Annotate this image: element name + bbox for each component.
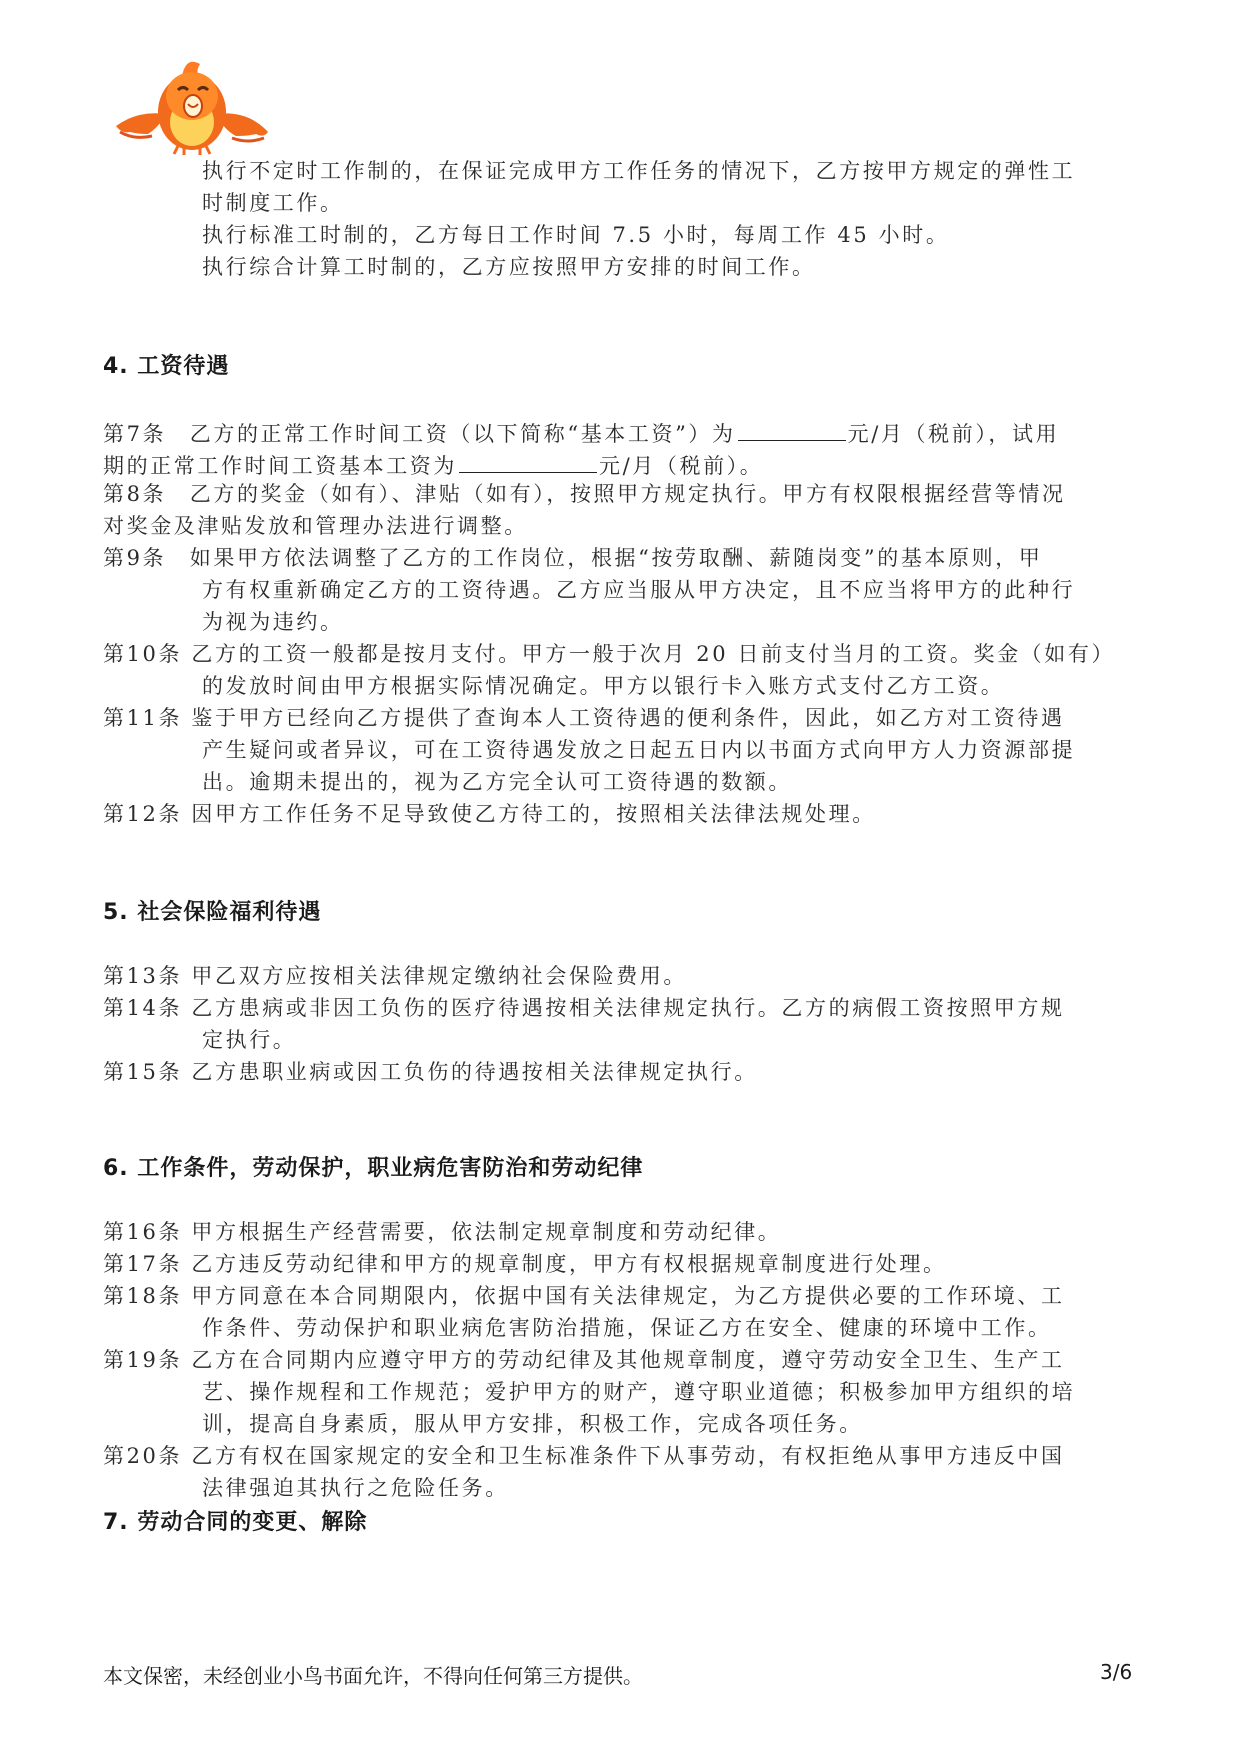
article-18-line-2: 作条件、劳动保护和职业病危害防治措施，保证乙方在安全、健康的环境中工作。 xyxy=(202,1316,1052,1340)
article-7-text-d: 元/月（税前）。 xyxy=(599,454,764,478)
article-11-line-3: 出。逾期未提出的，视为乙方完全认可工资待遇的数额。 xyxy=(202,770,792,794)
article-15-line-1: 第15条 乙方患职业病或因工负伤的待遇按相关法律规定执行。 xyxy=(103,1060,758,1084)
intro-line-4: 执行综合计算工时制的，乙方应按照甲方安排的时间工作。 xyxy=(202,255,816,279)
article-7-text-c: 期的正常工作时间工资基本工资为 xyxy=(103,454,457,478)
section-heading-4: 4. 工资待遇 xyxy=(103,354,230,379)
intro-line-1: 执行不定时工作制的，在保证完成甲方工作任务的情况下，乙方按甲方规定的弹性工 xyxy=(202,159,1076,183)
article-17-line-1: 第17条 乙方违反劳动纪律和甲方的规章制度，甲方有权根据规章制度进行处理。 xyxy=(103,1252,947,1276)
bird-logo-icon xyxy=(108,48,276,156)
article-19-line-1: 第19条 乙方在合同期内应遵守甲方的劳动纪律及其他规章制度，遵守劳动安全卫生、生产工 xyxy=(103,1348,1065,1372)
article-12-line-1: 第12条 因甲方工作任务不足导致使乙方待工的，按照相关法律法规处理。 xyxy=(103,802,876,826)
article-7-line-1 xyxy=(103,420,1059,445)
article-9-line-1: 第9条 如果甲方依法调整了乙方的工作岗位，根据“按劳取酬、薪随岗变”的基本原则，甲 xyxy=(103,546,1043,570)
article-18-line-1: 第18条 甲方同意在本合同期限内，依据中国有关法律规定，为乙方提供必要的工作环境、工 xyxy=(103,1284,1065,1308)
article-8-line-2: 对奖金及津贴发放和管理办法进行调整。 xyxy=(103,514,528,538)
article-11-line-2: 产生疑问或者异议，可在工资待遇发放之日起五日内以书面方式向甲方人力资源部提 xyxy=(202,738,1076,762)
article-10-line-1: 第10条 乙方的工资一般都是按月支付。甲方一般于次月 20 日前支付当月的工资。奖金（如有） xyxy=(103,642,1116,666)
article-14-line-2: 定执行。 xyxy=(202,1028,297,1052)
base-salary-blank[interactable] xyxy=(738,420,846,441)
section-heading-6: 6. 工作条件，劳动保护，职业病危害防治和劳动纪律 xyxy=(103,1156,644,1181)
article-7-line-2 xyxy=(103,452,763,477)
article-14-line-1: 第14条 乙方患病或非因工负伤的医疗待遇按相关法律规定执行。乙方的病假工资按照甲方规 xyxy=(103,996,1065,1020)
article-8-line-1: 第8条 乙方的奖金（如有）、津贴（如有），按照甲方规定执行。甲方有权限根据经营等情况 xyxy=(103,482,1066,506)
confidential-notice: 本文保密，未经创业小鸟书面允许，不得向任何第三方提供。 xyxy=(103,1664,643,1688)
probation-salary-blank[interactable] xyxy=(459,452,597,473)
article-7-text-a: 第7条 乙方的正常工作时间工资（以下简称“基本工资”）为 xyxy=(103,422,736,446)
page-number: 3/6 xyxy=(1100,1660,1133,1684)
section-heading-5: 5. 社会保险福利待遇 xyxy=(103,900,322,925)
article-11-line-1: 第11条 鉴于甲方已经向乙方提供了查询本人工资待遇的便利条件，因此，如乙方对工资待遇 xyxy=(103,706,1065,730)
intro-line-3: 执行标准工时制的，乙方每日工作时间 7.5 小时，每周工作 45 小时。 xyxy=(202,223,950,247)
article-20-line-1: 第20条 乙方有权在国家规定的安全和卫生标准条件下从事劳动，有权拒绝从事甲方违反中国 xyxy=(103,1444,1065,1468)
article-9-line-2: 方有权重新确定乙方的工资待遇。乙方应当服从甲方决定，且不应当将甲方的此种行 xyxy=(202,578,1076,602)
article-20-line-2: 法律强迫其执行之危险任务。 xyxy=(202,1476,509,1500)
article-19-line-3: 训，提高自身素质，服从甲方安排，积极工作，完成各项任务。 xyxy=(202,1412,863,1436)
article-9-line-3: 为视为违约。 xyxy=(202,610,344,634)
article-7-text-b: 元/月（税前），试用 xyxy=(847,422,1060,446)
article-10-line-2: 的发放时间由甲方根据实际情况确定。甲方以银行卡入账方式支付乙方工资。 xyxy=(202,674,1005,698)
article-16-line-1: 第16条 甲方根据生产经营需要，依法制定规章制度和劳动纪律。 xyxy=(103,1220,782,1244)
section-heading-7: 7. 劳动合同的变更、解除 xyxy=(103,1510,368,1535)
intro-line-2: 时制度工作。 xyxy=(202,191,344,215)
article-13-line-1: 第13条 甲乙双方应按相关法律规定缴纳社会保险费用。 xyxy=(103,964,687,988)
article-19-line-2: 艺、操作规程和工作规范；爱护甲方的财产，遵守职业道德；积极参加甲方组织的培 xyxy=(202,1380,1076,1404)
